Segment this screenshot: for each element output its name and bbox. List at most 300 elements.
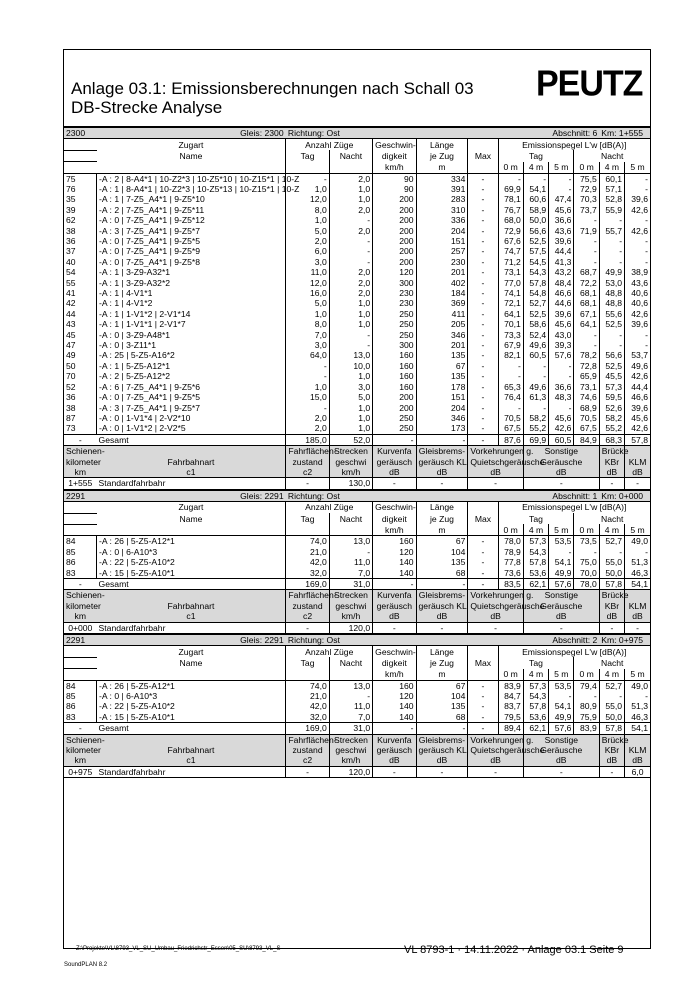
header-height-h0: 0 m bbox=[498, 162, 523, 173]
track-header-kbr: KBr bbox=[599, 745, 624, 755]
header-blank bbox=[64, 669, 97, 680]
table-cell: 257 bbox=[416, 246, 468, 256]
table-cell: 43,6 bbox=[549, 226, 574, 236]
track-header-schienen: Schienen- bbox=[66, 734, 105, 745]
table-cell: 49,9 bbox=[549, 712, 574, 723]
header-height-h0: 0 m bbox=[498, 524, 523, 535]
table-cell: - bbox=[468, 568, 498, 579]
table-cell: 200 bbox=[373, 403, 416, 413]
track-header-c1: c1 bbox=[97, 611, 286, 622]
header-height-h5: 5 m bbox=[625, 524, 650, 535]
track-header-db: dB bbox=[523, 755, 599, 766]
table-cell: 49,6 bbox=[523, 382, 548, 392]
table-row bbox=[64, 403, 650, 413]
track-header-c1: c1 bbox=[97, 467, 286, 478]
table-cell: 178 bbox=[416, 382, 468, 392]
table-cell: 402 bbox=[416, 278, 468, 288]
header-max: Max bbox=[468, 657, 498, 668]
table-cell: 346 bbox=[416, 413, 468, 423]
table-cell: - bbox=[329, 691, 372, 701]
table-cell: 13,0 bbox=[329, 680, 372, 691]
table-cell: 5,0 bbox=[286, 226, 329, 236]
table-row bbox=[64, 173, 650, 184]
table-cell: 57,8 bbox=[523, 278, 548, 288]
table-row bbox=[64, 712, 650, 723]
table-cell: 65,3 bbox=[498, 382, 523, 392]
track-header-c1: c1 bbox=[97, 755, 286, 766]
track-header-sonstige: Sonstige bbox=[523, 446, 599, 457]
table-cell: - bbox=[468, 309, 498, 319]
table-cell: 1,0 bbox=[286, 184, 329, 194]
table-cell: - bbox=[286, 371, 329, 381]
total-cell: Gesamt bbox=[97, 578, 286, 589]
track-header-strecke: Strecken bbox=[329, 590, 372, 601]
table-cell: 201 bbox=[416, 340, 468, 350]
section-km: Km: 1+555 bbox=[599, 128, 650, 139]
section-km: Km: 0+000 bbox=[599, 490, 650, 501]
table-cell: 37 bbox=[66, 246, 76, 257]
table-cell: -A : 1 | 3-Z9-A32*2 bbox=[97, 278, 286, 288]
table-cell: 48,4 bbox=[549, 278, 574, 288]
total-cell: 57,8 bbox=[599, 578, 624, 589]
table-row bbox=[64, 298, 650, 308]
header-height-h5: 5 m bbox=[549, 524, 574, 535]
table-cell: 8,0 bbox=[286, 205, 329, 215]
table-cell: 3,0 bbox=[286, 257, 329, 267]
table-cell: - bbox=[468, 712, 498, 723]
header-max-blank bbox=[468, 502, 498, 513]
table-cell: 200 bbox=[373, 257, 416, 267]
header-blank bbox=[97, 669, 286, 680]
table-cell: 83 bbox=[66, 711, 76, 722]
table-cell: 55,2 bbox=[523, 423, 548, 434]
header-unit-kmh: km/h bbox=[373, 524, 416, 535]
total-cell: - bbox=[64, 723, 97, 734]
table-cell: -A : 0 | 1-V1*4 | 2-V2*10 bbox=[97, 413, 286, 423]
table-cell: - bbox=[625, 547, 650, 557]
table-cell: - bbox=[625, 236, 650, 246]
total-cell: 52,0 bbox=[329, 434, 372, 445]
table-cell: 72,9 bbox=[498, 226, 523, 236]
page-info: VL 8793-1 · 14.11.2022 · Anlage 03.1 Seite 9 bbox=[404, 944, 624, 956]
total-cell: - bbox=[468, 723, 498, 734]
table-cell: - bbox=[329, 215, 372, 225]
track-row bbox=[64, 766, 650, 777]
table-cell: - bbox=[468, 701, 498, 711]
table-cell: 50,0 bbox=[599, 712, 624, 723]
svg-text:PEUTZ: PEUTZ bbox=[536, 63, 643, 104]
header-blank bbox=[329, 524, 372, 535]
table-cell: - bbox=[468, 226, 498, 236]
table-cell: 7,0 bbox=[286, 330, 329, 340]
total-cell: 83,5 bbox=[498, 578, 523, 589]
table-cell: 16,0 bbox=[286, 288, 329, 298]
header-digkeit: digkeit bbox=[373, 150, 416, 161]
table-cell: 58,2 bbox=[523, 413, 548, 423]
table-row bbox=[64, 226, 650, 236]
table-cell: 230 bbox=[373, 298, 416, 308]
table-cell: 40 bbox=[66, 256, 76, 267]
table-cell: 44,4 bbox=[549, 246, 574, 256]
track-header-vorkehrungen: Vorkehrungen g. bbox=[468, 590, 523, 601]
table-row bbox=[64, 330, 650, 340]
table-cell: - bbox=[599, 246, 624, 256]
table-row bbox=[64, 278, 650, 288]
table-cell: 83 bbox=[66, 567, 76, 578]
table-row bbox=[64, 205, 650, 215]
track-cell: Standardfahrbahr bbox=[97, 478, 286, 489]
total-cell: - bbox=[468, 578, 498, 589]
table-cell: 86 bbox=[66, 701, 76, 712]
table-cell: 45,6 bbox=[625, 413, 650, 423]
track-header-db: dB bbox=[416, 611, 468, 622]
table-cell: 1,0 bbox=[329, 309, 372, 319]
table-cell: - bbox=[549, 403, 574, 413]
track-header-kmh: km/h bbox=[329, 467, 372, 478]
table-cell: 85 bbox=[66, 690, 76, 701]
track-cell: 0+000 bbox=[64, 622, 97, 633]
table-cell: 47 bbox=[66, 340, 76, 351]
table-row bbox=[64, 236, 650, 246]
table-cell: - bbox=[468, 423, 498, 434]
table-cell: 140 bbox=[373, 712, 416, 723]
table-cell: 49,0 bbox=[625, 680, 650, 691]
table-cell: -A : 2 | 8-A4*1 | 10-Z2*3 | 10-Z5*10 | 10-Z15*1 | 10-Z bbox=[97, 173, 286, 184]
table-cell: 2,0 bbox=[286, 423, 329, 434]
table-cell: 67 bbox=[416, 680, 468, 691]
table-cell: - bbox=[468, 382, 498, 392]
track-header-geraeusche: Geräusche bbox=[523, 745, 599, 755]
table-cell: 84 bbox=[66, 680, 76, 691]
track-cell: - bbox=[625, 622, 650, 633]
track-header-geraeusche: Geräusche bbox=[523, 457, 599, 467]
section-table bbox=[64, 634, 650, 778]
table-cell: 78,1 bbox=[498, 194, 523, 204]
table-row bbox=[64, 215, 650, 225]
table-cell: 7,0 bbox=[329, 568, 372, 579]
table-cell: 36,6 bbox=[549, 382, 574, 392]
table-cell: 54,3 bbox=[523, 267, 548, 277]
table-cell: 52,4 bbox=[523, 330, 548, 340]
table-cell: 45,5 bbox=[599, 371, 624, 381]
table-cell: 68 bbox=[416, 712, 468, 723]
track-header-fahrflaechen: Fahrflächen- bbox=[286, 446, 329, 457]
table-cell: 1,0 bbox=[329, 413, 372, 423]
table-cell: 2,0 bbox=[286, 236, 329, 246]
software-label: SoundPLAN 8.2 bbox=[64, 962, 108, 968]
table-cell: - bbox=[329, 257, 372, 267]
table-cell: 79,4 bbox=[574, 680, 599, 691]
table-cell: -A : 2 | 5-Z5-A12*2 bbox=[97, 371, 286, 381]
table-cell: 250 bbox=[373, 319, 416, 329]
header-blank bbox=[64, 513, 97, 524]
table-cell: 74,7 bbox=[498, 246, 523, 256]
total-cell: 62,1 bbox=[523, 578, 548, 589]
track-header-kilometer: kilometer bbox=[66, 456, 101, 467]
table-cell: 54,1 bbox=[523, 184, 548, 194]
table-cell: 90 bbox=[373, 184, 416, 194]
track-cell: 0+975 bbox=[64, 766, 97, 777]
table-cell: - bbox=[549, 361, 574, 371]
table-cell: 140 bbox=[373, 568, 416, 579]
header-laenge: Länge bbox=[416, 646, 468, 657]
track-cell: 1+555 bbox=[64, 478, 97, 489]
header-geschwin: Geschwin- bbox=[373, 139, 416, 150]
track-header-db: dB bbox=[599, 467, 624, 478]
table-cell: 43,0 bbox=[549, 330, 574, 340]
table-cell: 72,1 bbox=[498, 298, 523, 308]
table-cell: 59,5 bbox=[599, 392, 624, 402]
table-cell: 39,3 bbox=[549, 340, 574, 350]
header-zugart: Zugart bbox=[178, 139, 204, 150]
table-cell: 39,6 bbox=[549, 236, 574, 246]
table-cell: -A : 0 | 6-A10*3 bbox=[97, 547, 286, 557]
table-cell: 46,3 bbox=[625, 712, 650, 723]
section-gleis: Gleis: 2291 bbox=[240, 635, 284, 645]
header-blank bbox=[64, 524, 97, 535]
track-header-klm: KLM bbox=[625, 601, 650, 611]
table-cell: 300 bbox=[373, 278, 416, 288]
track-cell: - bbox=[468, 766, 523, 777]
table-cell: -A : 1 | 1-V1*1 | 2-V1*7 bbox=[97, 319, 286, 329]
table-cell: 40,6 bbox=[625, 288, 650, 298]
track-header-kbr: KBr bbox=[599, 601, 624, 611]
table-cell: - bbox=[498, 173, 523, 184]
table-cell: 44 bbox=[66, 308, 76, 319]
track-cell: - bbox=[523, 622, 599, 633]
table-row bbox=[64, 413, 650, 423]
total-cell: 87,6 bbox=[498, 434, 523, 445]
section-id bbox=[64, 490, 286, 501]
track-header-klm: KLM bbox=[625, 457, 650, 467]
table-cell: 54,1 bbox=[549, 557, 574, 567]
header-jezug: je Zug bbox=[416, 513, 468, 524]
table-cell: 87 bbox=[66, 412, 76, 423]
table-cell: -A : 2 | 7-Z5_A4*1 | 9-Z5*11 bbox=[97, 205, 286, 215]
table-cell: 283 bbox=[416, 194, 468, 204]
table-cell: -A : 22 | 5-Z5-A10*2 bbox=[97, 701, 286, 711]
track-cell: - bbox=[523, 478, 599, 489]
track-header-kmh: km/h bbox=[329, 755, 372, 766]
table-row bbox=[64, 691, 650, 701]
table-cell: - bbox=[549, 371, 574, 381]
table-cell: 5,0 bbox=[286, 298, 329, 308]
table-cell: 10,0 bbox=[329, 361, 372, 371]
track-header-sonstige: Sonstige bbox=[523, 590, 599, 601]
emission-tables bbox=[64, 127, 650, 778]
table-cell: 369 bbox=[416, 298, 468, 308]
table-cell: 76,4 bbox=[498, 392, 523, 402]
table-cell: 205 bbox=[416, 319, 468, 329]
header-blank bbox=[64, 139, 97, 150]
table-cell: 67,1 bbox=[574, 309, 599, 319]
track-header-quietsch: Quietschgeräusche bbox=[468, 457, 523, 467]
table-cell: 70,1 bbox=[498, 319, 523, 329]
total-cell: 84,9 bbox=[574, 434, 599, 445]
table-cell: 57,8 bbox=[523, 557, 548, 567]
table-cell: - bbox=[625, 246, 650, 256]
table-cell: 57,6 bbox=[549, 350, 574, 360]
table-cell: - bbox=[574, 340, 599, 350]
table-cell: 39,6 bbox=[549, 309, 574, 319]
track-cell: - bbox=[523, 766, 599, 777]
section-direction: Richtung: Ost bbox=[286, 490, 468, 501]
table-row bbox=[64, 257, 650, 267]
table-row bbox=[64, 392, 650, 402]
total-row bbox=[64, 434, 650, 445]
section-abschnitt: Abschnitt: 6 bbox=[468, 128, 599, 139]
table-cell: 2,0 bbox=[329, 288, 372, 298]
track-header-geraeusch_kl: geräusch KL bbox=[416, 745, 468, 755]
total-cell: 69,9 bbox=[523, 434, 548, 445]
header-geschwin: Geschwin- bbox=[373, 646, 416, 657]
track-header-db: dB bbox=[373, 467, 416, 478]
header-zugart: Zugart bbox=[178, 502, 204, 513]
table-cell: 160 bbox=[373, 361, 416, 371]
header-blank bbox=[468, 162, 498, 173]
header-nacht: Nacht bbox=[329, 513, 372, 524]
table-cell: 90 bbox=[373, 173, 416, 184]
table-cell: 120 bbox=[373, 691, 416, 701]
table-cell: 54,3 bbox=[523, 547, 548, 557]
table-cell: 11,0 bbox=[286, 267, 329, 277]
table-cell: 86 bbox=[66, 557, 76, 568]
track-header-db: dB bbox=[523, 611, 599, 622]
track-header-zustand: zustand bbox=[286, 457, 329, 467]
total-cell: - bbox=[468, 434, 498, 445]
track-header-geschwi: geschwi bbox=[329, 745, 372, 755]
table-cell: 120 bbox=[373, 547, 416, 557]
total-cell: 60,5 bbox=[549, 434, 574, 445]
table-cell: 160 bbox=[373, 680, 416, 691]
table-cell: 67 bbox=[416, 536, 468, 547]
table-cell: - bbox=[468, 246, 498, 256]
table-cell: 54,3 bbox=[523, 691, 548, 701]
table-cell: 184 bbox=[416, 288, 468, 298]
table-cell: 60,5 bbox=[523, 350, 548, 360]
section-gleis: Gleis: 2291 bbox=[240, 490, 284, 501]
table-cell: 1,0 bbox=[329, 184, 372, 194]
table-cell: 200 bbox=[373, 205, 416, 215]
table-cell: 73,5 bbox=[574, 536, 599, 547]
total-cell: - bbox=[373, 578, 416, 589]
table-cell: 72,2 bbox=[574, 278, 599, 288]
table-cell: 42,6 bbox=[625, 423, 650, 434]
table-cell: 57,3 bbox=[523, 680, 548, 691]
header-height-h4: 4 m bbox=[599, 524, 624, 535]
track-header-row bbox=[64, 611, 650, 622]
track-header-bruecke: Brücke bbox=[599, 446, 624, 457]
table-cell: 57,5 bbox=[523, 246, 548, 256]
track-header-c2: c2 bbox=[286, 467, 329, 478]
table-cell: - bbox=[574, 215, 599, 225]
table-cell: 57,8 bbox=[523, 701, 548, 711]
table-row bbox=[64, 288, 650, 298]
table-cell: 41,3 bbox=[549, 257, 574, 267]
table-cell: 140 bbox=[373, 557, 416, 567]
header-jezug: je Zug bbox=[416, 150, 468, 161]
total-cell: 169,0 bbox=[286, 578, 329, 589]
table-row bbox=[64, 309, 650, 319]
total-cell: 31,0 bbox=[329, 723, 372, 734]
track-header-gleisbrems: Gleisbrems- bbox=[416, 590, 468, 601]
table-row bbox=[64, 382, 650, 392]
table-cell: 68,1 bbox=[574, 298, 599, 308]
table-cell: 43 bbox=[66, 319, 76, 330]
table-cell: 50 bbox=[66, 360, 76, 371]
table-cell: - bbox=[286, 173, 329, 184]
table-row bbox=[64, 350, 650, 360]
table-cell: 68,7 bbox=[574, 267, 599, 277]
table-cell: 120 bbox=[373, 267, 416, 277]
track-cell: - bbox=[468, 622, 523, 633]
table-cell: 67,6 bbox=[498, 236, 523, 246]
table-cell: 50,0 bbox=[523, 215, 548, 225]
section-track-id: 2291 bbox=[66, 635, 86, 645]
table-cell: - bbox=[599, 215, 624, 225]
track-header-km: km bbox=[64, 611, 97, 622]
table-cell: - bbox=[625, 184, 650, 194]
table-cell: 35 bbox=[66, 194, 76, 205]
total-cell: Gesamt bbox=[97, 723, 286, 734]
table-cell: 1,0 bbox=[286, 382, 329, 392]
track-header-gleisbrems: Gleisbrems- bbox=[416, 446, 468, 457]
table-cell: 250 bbox=[373, 309, 416, 319]
track-header-kurvenfa: Kurvenfa bbox=[373, 734, 416, 745]
table-cell: 135 bbox=[416, 701, 468, 711]
header-max: Max bbox=[468, 513, 498, 524]
total-cell: 54,1 bbox=[625, 723, 650, 734]
table-cell: 52,5 bbox=[599, 319, 624, 329]
table-cell: 43,6 bbox=[625, 278, 650, 288]
table-cell: -A : 1 | 5-Z5-A12*1 bbox=[97, 361, 286, 371]
header-height-h4: 4 m bbox=[523, 162, 548, 173]
track-header-fahrbahnart: Fahrbahnart bbox=[167, 456, 215, 467]
table-row bbox=[64, 536, 650, 547]
table-cell: 13,0 bbox=[329, 350, 372, 360]
track-header-bruecke: Brücke bbox=[599, 734, 624, 745]
track-header-vorkehrungen: Vorkehrungen g. bbox=[468, 446, 523, 457]
table-cell: 52,8 bbox=[599, 194, 624, 204]
table-cell: 54,5 bbox=[523, 257, 548, 267]
table-cell: - bbox=[329, 340, 372, 350]
table-cell: - bbox=[625, 173, 650, 184]
table-cell: 43,2 bbox=[549, 267, 574, 277]
track-header-row bbox=[64, 467, 650, 478]
track-cell: - bbox=[373, 478, 416, 489]
track-cell: 120,0 bbox=[329, 766, 372, 777]
table-cell: 67,5 bbox=[498, 423, 523, 434]
track-header-db: dB bbox=[599, 611, 624, 622]
table-cell: - bbox=[468, 392, 498, 402]
table-cell: 69,9 bbox=[498, 184, 523, 194]
file-path: Z:\Projekte\VL\8793_VL_SU_Umbau_Friedrichstr_Essen\05_SU\8793_VL_S bbox=[76, 946, 281, 952]
page-subtitle: DB-Strecke Analyse bbox=[71, 98, 223, 117]
table-cell: 73,7 bbox=[574, 205, 599, 215]
table-cell: 7,0 bbox=[329, 712, 372, 723]
table-cell: 15,0 bbox=[286, 392, 329, 402]
table-cell: 73 bbox=[66, 423, 76, 434]
header-blank bbox=[329, 669, 372, 680]
track-header-kmh: km/h bbox=[329, 611, 372, 622]
table-cell: 52,5 bbox=[523, 236, 548, 246]
table-cell: 2,0 bbox=[329, 226, 372, 236]
table-cell: 160 bbox=[373, 536, 416, 547]
total-cell: 89,4 bbox=[498, 723, 523, 734]
table-cell: 2,0 bbox=[329, 278, 372, 288]
table-cell: 75 bbox=[66, 173, 76, 184]
header-unit-m: m bbox=[416, 162, 468, 173]
